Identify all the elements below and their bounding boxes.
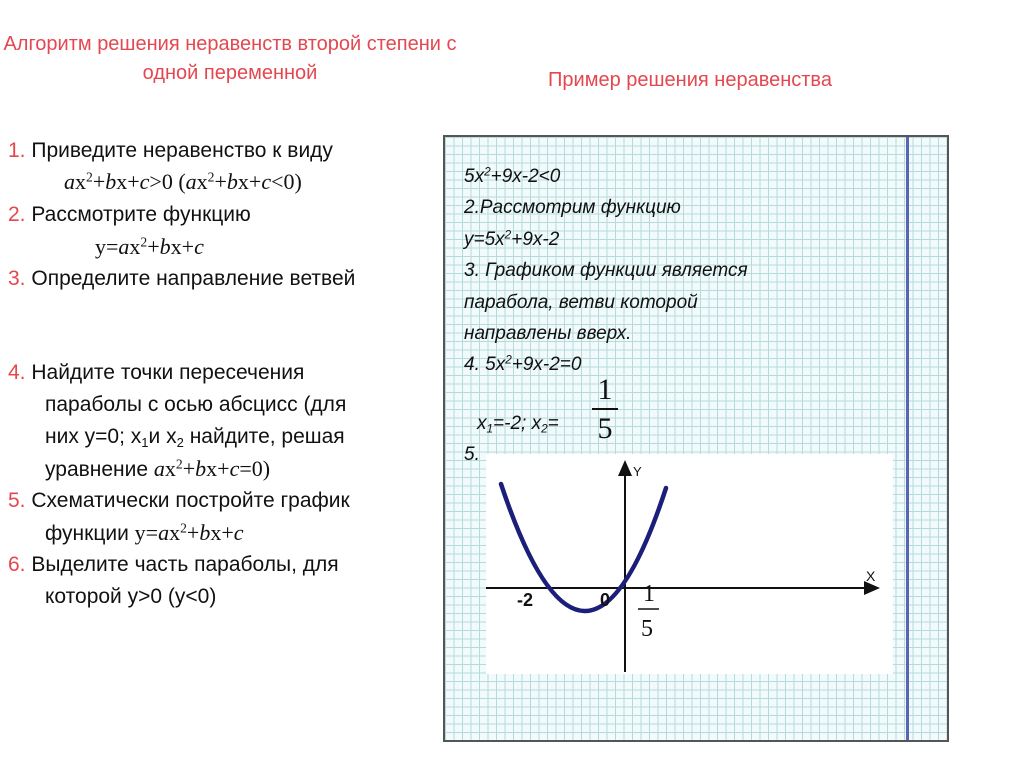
step-1 — [8, 135, 333, 166]
step-6 — [8, 549, 339, 580]
fraction-numerator: 1 — [597, 373, 613, 406]
example-title: Пример решения неравенства — [548, 69, 832, 91]
example-step-4-equation: 4. $5x^2+9x-2=0$ — [464, 353, 582, 375]
step-text: Выделите часть параболы, для — [31, 553, 339, 576]
step-text: Приведите неравенство к виду — [31, 139, 333, 162]
algorithm-title: Алгоритм решения неравенств второй степени с одной переменной — [3, 33, 457, 84]
example-inequality: $5x^2+9x-2<0$ — [464, 165, 561, 187]
step-6-line-2: которой y>0 (y<0) — [45, 585, 217, 608]
step-number: 1. — [8, 139, 26, 162]
example-step-2: 2.Рассмотрим функцию — [464, 197, 681, 218]
step-5 — [8, 485, 350, 516]
parabola-graph — [486, 454, 893, 674]
step-number: 6. — [8, 553, 26, 576]
example-grid-paper — [443, 135, 949, 742]
right-root-denominator: 5 — [641, 616, 653, 642]
example-roots: $x_1=-2$; $x_2=$ — [477, 413, 559, 436]
y-axis-arrow-icon — [618, 460, 632, 476]
step-3 — [8, 263, 355, 294]
example-step-3-line-1: 3. Графиком функции является — [464, 260, 748, 281]
graph-svg — [486, 454, 893, 674]
root-fraction — [592, 375, 618, 444]
step-4 — [8, 357, 304, 388]
y-axis-label: Y — [633, 464, 642, 479]
step-number: 4. — [8, 361, 26, 384]
step-4-line-4: уравнение $ax^2+bx+c=0$) — [45, 456, 271, 481]
left-root-label: -2 — [517, 590, 534, 610]
step-4-line-2: параболы с осью абсцисс (для — [45, 393, 347, 416]
example-step-3-line-2: парабола, ветви которой — [464, 292, 698, 313]
example-function: $y=5x^2+9x-2$ — [464, 228, 560, 250]
origin-label: 0 — [600, 590, 611, 610]
step-number: 2. — [8, 203, 26, 226]
notebook-margin-line — [906, 137, 909, 740]
step-text: Определите направление ветвей — [31, 267, 356, 290]
fraction-denominator: 5 — [597, 412, 613, 445]
step-text: Схематически постройте график — [31, 489, 350, 512]
step-number: 3. — [8, 267, 26, 290]
fraction-bar — [592, 408, 618, 410]
step-number: 5. — [8, 489, 26, 512]
step-text: Рассмотрите функцию — [31, 203, 251, 226]
step-text: Найдите точки пересечения — [31, 361, 305, 384]
right-root-numerator: 1 — [643, 581, 655, 607]
example-step-3-line-3: направлены вверх. — [464, 323, 632, 344]
example-step-5: 5. — [464, 444, 480, 465]
step-2-formula: $y=ax^2+bx+c$ — [95, 234, 204, 259]
step-2 — [8, 199, 251, 230]
step-4-line-3: них y=0; $x_1и$ $x_2$ найдите, решая — [45, 425, 345, 450]
x-axis-label: X — [866, 568, 876, 584]
step-5-line-2: функции $y=ax^2+bx+c$ — [45, 520, 244, 545]
step-1-formula: $ax^2+bx+c>0$ $(ax^2+bx+c<0)$ — [64, 169, 302, 194]
